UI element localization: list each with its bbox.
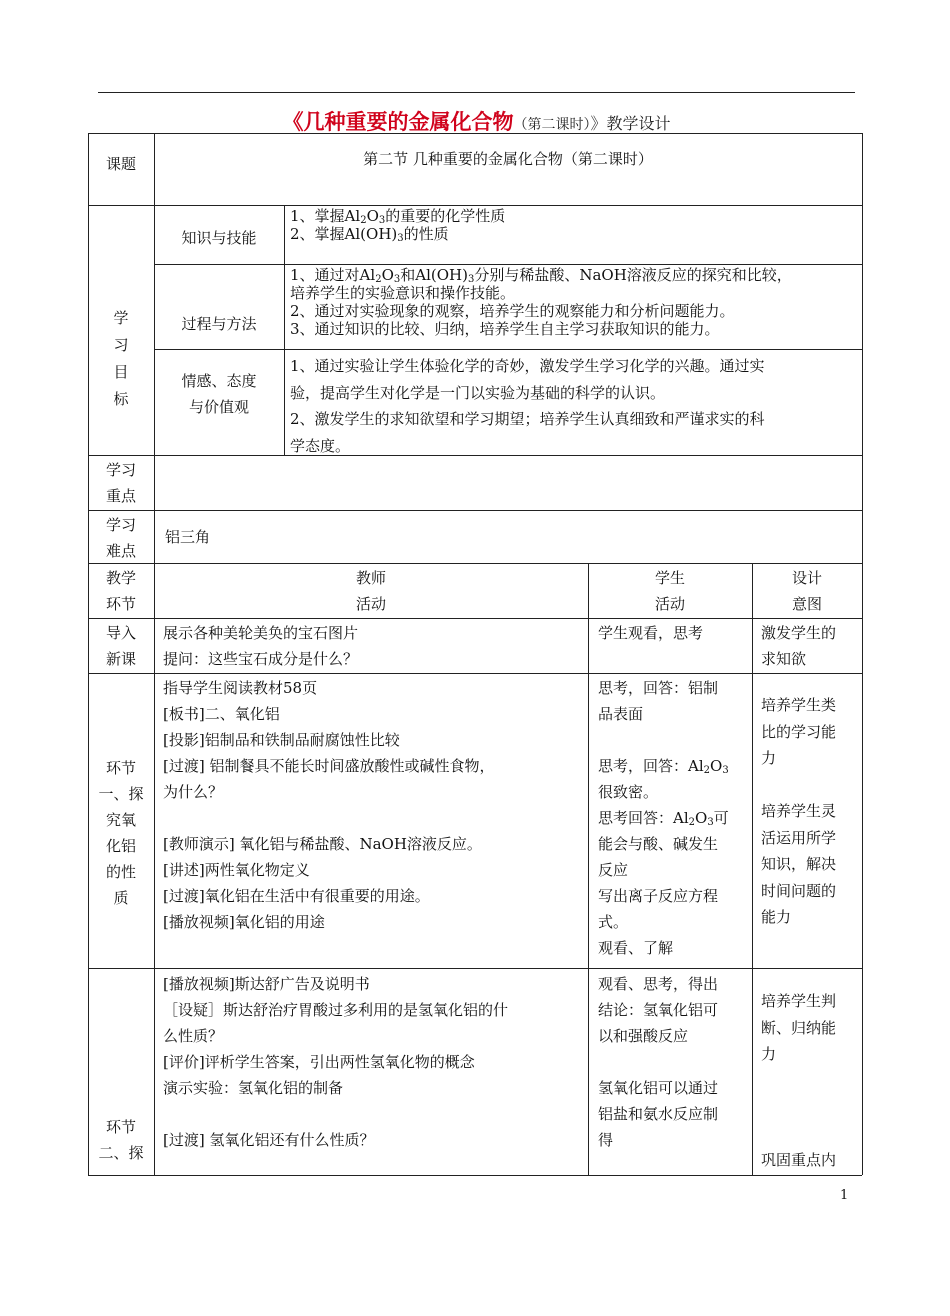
text-line: 1、通过实验让学生体验化学的奇妙，激发学生学习化学的兴趣。通过实 (290, 357, 765, 375)
table-row-student (598, 620, 748, 646)
header-rule (98, 92, 855, 93)
text-line: 难点 (105, 542, 136, 560)
text-line: 活动 (355, 595, 386, 613)
text-line: 氢氧化铝可以通过 (598, 1079, 719, 1097)
column-header-student (588, 565, 752, 617)
text-line: 标 (113, 390, 129, 408)
text-line: 教学 (105, 569, 136, 587)
text-line: [板书]二、氧化铝 (163, 705, 280, 723)
text-line: 学生 (654, 569, 685, 587)
text-line: 学 (113, 309, 129, 327)
text-line: 铝盐和氨水反应制 (598, 1105, 719, 1123)
emotion-label (154, 368, 284, 420)
text-line: 的性 (105, 863, 136, 881)
text-line: 质 (113, 889, 129, 907)
text-line: 一、探 (98, 785, 144, 803)
text-line: 知识，解决 (761, 855, 837, 873)
text-line: 设计 (791, 569, 822, 587)
text-line: 活运用所学 (761, 828, 837, 847)
text-line: 写出离子反应方程 (598, 887, 719, 905)
title-main: 《几种重要的金属化合物 (282, 109, 514, 134)
text-line (761, 772, 861, 799)
text-line: 教师 (355, 569, 386, 587)
topic-label: 课题 (105, 155, 136, 173)
text-line: [教师演示] 氧化铝与稀盐酸、NaOH溶液反应。 (163, 835, 482, 853)
text-line: 培养学生判 (761, 992, 837, 1010)
text-line: 式。 (598, 913, 629, 931)
column-header-stage (88, 565, 154, 617)
table-border (752, 563, 753, 1175)
text-line: 1、掌握$Al_2O_3$的重要的化学性质 (290, 207, 506, 226)
text-line: 观看、了解 (598, 939, 674, 957)
text-line: 能力 (761, 908, 792, 926)
text-line: 2、激发学生的求知欲望和学习期望；培养学生认真细致和严谨求实的科 (290, 410, 765, 428)
text-line (761, 1094, 861, 1121)
difficulty-value: 铝三角 (165, 528, 211, 546)
table-border (862, 133, 863, 1175)
text-line: 习 (113, 336, 129, 354)
text-line: 培养学生灵 (761, 802, 837, 820)
text-line: 巩固重点内 (761, 1151, 837, 1169)
title-rest: 》教学设计 (590, 114, 671, 133)
text-line: 究氧 (105, 811, 136, 829)
text-line: 演示实验：氢氧化铝的制备 (163, 1079, 344, 1097)
text-line: 很致密。 (598, 783, 659, 801)
table-row-teacher (163, 675, 583, 935)
table-border (88, 133, 89, 1175)
text-line: 思考回答：$Al_2O_3$可 (598, 809, 729, 828)
column-header-design (752, 565, 862, 617)
table-row-student (598, 971, 748, 1153)
table-border (88, 968, 862, 969)
text-line: 反应 (598, 861, 629, 879)
goals-label (88, 305, 154, 413)
text-line: 3、通过知识的比较、归纳，培养学生自主学习获取知识的能力。 (290, 320, 720, 338)
text-line: 力 (761, 1045, 777, 1063)
text-line: 学态度。 (290, 436, 351, 455)
text-line (598, 1049, 748, 1075)
text-line: 2、掌握$Al(OH)_3$的性质 (290, 225, 449, 244)
table-row-stage (88, 755, 154, 911)
text-line: 能会与酸、碱发生 (598, 835, 719, 853)
text-line: 活动 (654, 595, 685, 613)
text-line: 学生观看，思考 (598, 624, 704, 642)
text-line: 学习 (105, 516, 136, 534)
topic-value: 第二节 几种重要的金属化合物（第二课时） (363, 150, 653, 168)
page-title (98, 106, 855, 136)
text-line: 求知欲 (761, 650, 807, 668)
process-content (290, 266, 860, 338)
table-border (154, 264, 862, 265)
table-row-design (761, 692, 861, 931)
text-line: 思考，回答：$Al_2O_3$ (598, 757, 729, 776)
text-line: 意图 (791, 595, 822, 613)
table-row-student (598, 675, 748, 961)
text-line: 么性质？ (163, 1027, 224, 1045)
text-line: 新课 (105, 650, 136, 668)
table-row-design (761, 620, 861, 672)
text-line (761, 1121, 861, 1148)
text-line: [过渡] 氢氧化铝还有什么性质？ (163, 1131, 375, 1149)
text-line: 培养学生类 (761, 696, 837, 714)
text-line: [投影]铝制品和铁制品耐腐蚀性比较 (163, 731, 400, 749)
text-line: 目 (113, 363, 129, 381)
text-line: 情感、态度 (181, 372, 257, 390)
difficulty-label (88, 512, 154, 564)
table-border (88, 133, 862, 134)
text-line: 环节 (105, 595, 136, 613)
text-line: 比的学习能 (761, 722, 837, 741)
text-line: 时间问题的 (761, 881, 837, 900)
table-border (154, 133, 155, 1175)
table-row-design (761, 988, 861, 1174)
text-line: 观看、思考，得出 (598, 975, 719, 993)
table-row-stage (88, 1114, 154, 1166)
knowledge-label: 知识与技能 (181, 229, 257, 247)
key-point-label (88, 457, 154, 509)
text-line: 断、归纳能 (761, 1018, 837, 1037)
text-line: ［设疑］斯达舒治疗胃酸过多利用的是氢氧化铝的什 (163, 1001, 509, 1019)
title-sub: （第二课时） (513, 117, 591, 133)
table-border (88, 510, 862, 511)
table-border (88, 455, 862, 456)
text-line: [过渡]氧化铝在生活中有很重要的用途。 (163, 887, 430, 905)
text-line (163, 805, 583, 831)
text-line: 导入 (105, 624, 136, 642)
knowledge-content (290, 207, 860, 243)
text-line: 以和强酸反应 (598, 1027, 689, 1045)
process-label: 过程与方法 (181, 315, 257, 333)
text-line: 验，提高学生对化学是一门以实验为基础的科学的认识。 (290, 383, 666, 402)
table-border (588, 563, 589, 1175)
text-line: 学习 (105, 461, 136, 479)
text-line: 1、通过对$Al_2O_3$和$Al(OH)_3$分别与稀盐酸、NaOH溶液反应的探究和比较， (290, 266, 792, 285)
text-line: 提问：这些宝石成分是什么？ (163, 650, 359, 668)
emotion-content (290, 353, 860, 459)
table-border (88, 618, 862, 619)
text-line: [讲述]两性氧化物定义 (163, 861, 310, 879)
text-line: 指导学生阅读教材58页 (163, 679, 318, 697)
text-line: 2、通过对实验现象的观察，培养学生的观察能力和分析问题能力。 (290, 302, 735, 320)
table-border (88, 1175, 862, 1176)
text-line (163, 1101, 583, 1127)
text-line: [播放视频]斯达舒广告及说明书 (163, 975, 370, 993)
text-line: 环节 (105, 1118, 136, 1136)
text-line: 二、探 (98, 1144, 144, 1162)
text-line (761, 1068, 861, 1095)
table-border (284, 205, 285, 455)
text-line: 重点 (105, 487, 136, 505)
page-number: 1 (840, 1188, 849, 1203)
text-line: 与价值观 (188, 398, 249, 416)
text-line: 为什么？ (163, 783, 224, 801)
table-row-stage (88, 620, 154, 672)
table-border (88, 673, 862, 674)
text-line: 思考，回答：铝制 (598, 679, 719, 697)
text-line: [过渡] 铝制餐具不能长时间盛放酸性或碱性食物， (163, 757, 495, 775)
text-line: 培养学生的实验意识和操作技能。 (290, 284, 516, 302)
text-line: 环节 (105, 759, 136, 777)
text-line: 展示各种美轮美奂的宝石图片 (163, 624, 359, 642)
table-border (88, 563, 862, 564)
text-line: 力 (761, 749, 777, 767)
table-row-teacher (163, 971, 583, 1153)
text-line: 得 (598, 1131, 614, 1149)
text-line (598, 727, 748, 753)
text-line: [评价]评析学生答案，引出两性氢氧化物的概念 (163, 1053, 475, 1071)
text-line: 激发学生的 (761, 624, 837, 642)
column-header-teacher (154, 565, 588, 617)
text-line: 结论：氢氧化铝可 (598, 1001, 719, 1019)
table-row-teacher (163, 620, 583, 672)
text-line: 化铝 (105, 837, 136, 855)
table-border (88, 205, 862, 206)
text-line: [播放视频]氧化铝的用途 (163, 913, 325, 931)
text-line: 品表面 (598, 705, 644, 723)
table-border (154, 349, 862, 350)
